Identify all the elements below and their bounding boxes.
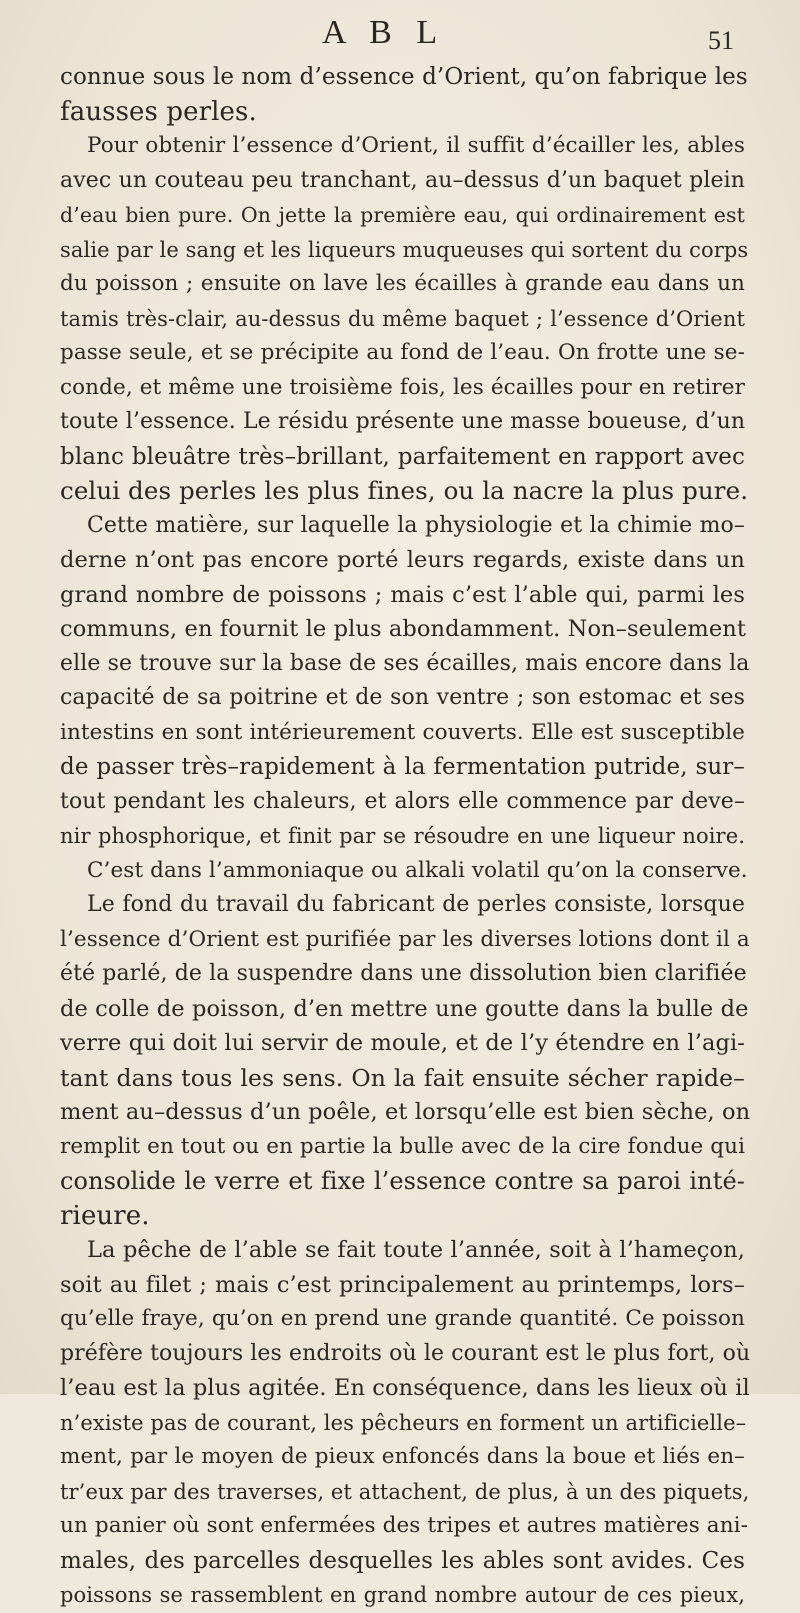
text-line: de passer très–rapidement à la fermentation putride, sur– — [60, 754, 745, 780]
text-line: elle se trouve sur la base de ses écailles, mais encore dans la — [60, 650, 750, 676]
text-line: capacité de sa poitrine et de son ventre ; son estomac et ses — [60, 685, 745, 710]
text-line: n’existe pas de courant, les pêcheurs en forment un artificielle– — [60, 1410, 747, 1435]
text-line: soit au filet ; mais c’est principalement au printemps, lors– — [60, 1271, 745, 1298]
text-line: tant dans tous les sens. On la fait ensuite sécher rapide– — [60, 1063, 745, 1092]
page-header — [0, 10, 800, 58]
text-line: l’essence d’Orient est purifiée par les diverses lotions dont il a — [60, 926, 750, 952]
text-line: celui des perles les plus fines, ou la nacre la plus pure. — [60, 476, 749, 505]
running-head: A B L — [322, 14, 446, 51]
text-line: rieure. — [60, 1200, 150, 1231]
text-line: remplit en tout ou en partie la bulle avec de la cire fondue qui — [60, 1133, 746, 1159]
text-line: du poisson ; ensuite on lave les écailles à grande eau dans un — [60, 271, 745, 296]
text-line: l’eau est la plus agitée. En conséquence, dans les lieux où il — [60, 1375, 750, 1401]
text-line: poissons se rassemblent en grand nombre autour de ces pieux, — [60, 1583, 745, 1607]
text-line: de colle de poisson, d’en mettre une goutte dans la bulle de — [60, 995, 749, 1022]
text-line: d’eau bien pure. On jette la première eau, qui ordinairement est — [60, 203, 745, 227]
text-line: tr’eux par des traverses, et attachent, de plus, à un des piquets, — [60, 1479, 750, 1504]
text-line: qu’elle fraye, qu’on en prend une grande quantité. Ce poisson — [60, 1306, 745, 1331]
text-line: communs, en fournit le plus abondamment. Non–seulement — [60, 616, 746, 642]
text-line: derne n’ont pas encore porté leurs regards, existe dans un — [60, 547, 745, 573]
text-line: La pêche de l’able se fait toute l’année, soit à l’hameçon, — [87, 1237, 745, 1263]
text-line: un panier où sont enfermées des tripes et autres matières ani- — [60, 1513, 749, 1538]
text-line: Cette matière, sur laquelle la physiologie et la chimie mo– — [87, 512, 745, 538]
text-line: grand nombre de poissons ; mais c’est l’able qui, parmi les — [60, 581, 745, 608]
text-line: consolide le verre et fixe l’essence contre sa paroi inté- — [60, 1167, 745, 1195]
text-line: nir phosphorique, et finit par se résoudre en une liqueur noire. — [60, 824, 745, 848]
text-line: salie par le sang et les liqueurs muqueuses qui sortent du corps — [60, 237, 749, 262]
text-line: fausses perles. — [60, 96, 257, 127]
text-line: verre qui doit lui servir de moule, et de l’y étendre en l’agi- — [60, 1030, 745, 1056]
text-line: passe seule, et se précipite au fond de l’eau. On frotte une se- — [60, 340, 745, 365]
text-line: avec un couteau peu tranchant, au–dessus d’un baquet plein — [60, 167, 745, 193]
text-line: toute l’essence. Le résidu présente une masse boueuse, d’un — [60, 409, 746, 434]
text-line: C’est dans l’ammoniaque ou alkali volatil qu’on la conserve. — [87, 857, 748, 883]
text-line: tamis très-clair, au-dessus du même baquet ; l’essence d’Orient — [60, 306, 745, 331]
text-line: Pour obtenir l’essence d’Orient, il suffit d’écailler les, ables — [87, 133, 745, 158]
text-line: préfère toujours les endroits où le courant est le plus fort, où — [60, 1340, 751, 1366]
text-line: tout pendant les chaleurs, et alors elle commence par deve– — [60, 788, 745, 814]
page-number: 51 — [708, 26, 734, 55]
text-line: blanc bleuâtre très–brillant, parfaitement en rapport avec — [60, 443, 745, 470]
text-line: males, des parcelles desquelles les ables sont avides. Ces — [60, 1547, 745, 1574]
text-line: connue sous le nom d’essence d’Orient, qu’on fabrique les — [60, 64, 748, 90]
text-line: ment au–dessus d’un poêle, et lorsqu’elle est bien sèche, on — [60, 1099, 751, 1125]
text-line: Le fond du travail du fabricant de perles consiste, lorsque — [87, 892, 745, 917]
text-line: été parlé, de la suspendre dans une dissolution bien clarifiée — [60, 961, 747, 986]
body-text — [60, 60, 751, 1613]
text-line: intestins en sont intérieurement couverts. Elle est susceptible — [60, 719, 745, 745]
text-line: ment, par le moyen de pieux enfoncés dans la boue et liés en– — [60, 1444, 745, 1469]
text-line: conde, et même une troisième fois, les écailles pour en retirer — [60, 374, 745, 400]
